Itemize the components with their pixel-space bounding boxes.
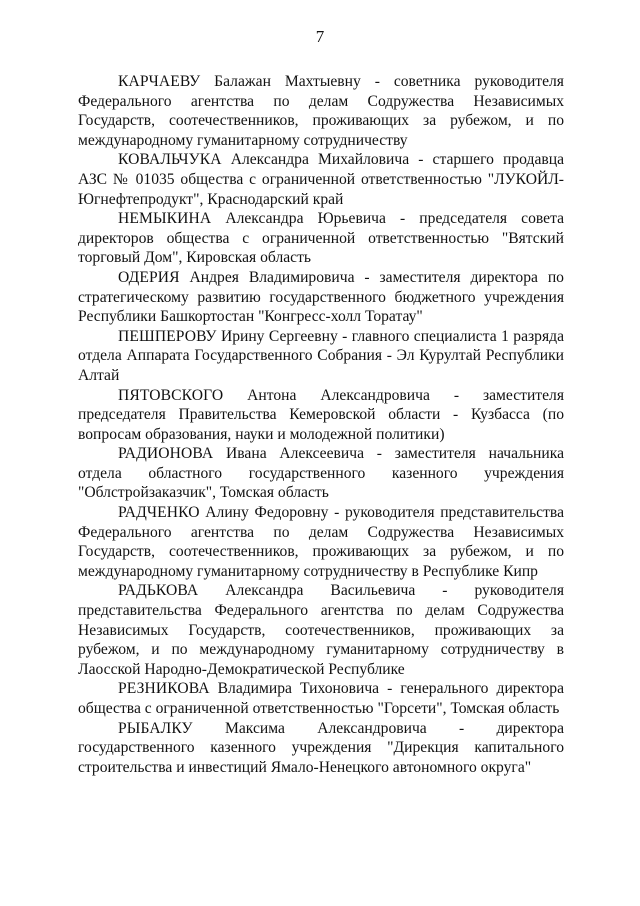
entry-surname: РАДЧЕНКО bbox=[118, 504, 200, 522]
list-item bbox=[78, 268, 564, 327]
entry-text: Александра Юрьевича - председателя совета директоров общества с ограниченной ответственностью "Вятский торговый Дом", Кировская область bbox=[78, 210, 564, 267]
entry-surname: РАДИОНОВА bbox=[118, 445, 214, 463]
entry-surname: НЕМЫКИНА bbox=[118, 210, 212, 228]
award-list bbox=[78, 72, 564, 777]
entry-text: Андрея Владимировича - заместителя директора по стратегическому развитию государственного бюджетного учреждения Республики Башкортостан "Конгресс-холл Торатау" bbox=[78, 268, 564, 326]
entry-surname: КОВАЛЬЧУКА bbox=[118, 151, 222, 169]
entry-surname: РЕЗНИКОВА bbox=[118, 680, 210, 698]
entry-text: Ивана Алексеевича - заместителя начальника отдела областного государственного казенного учреждения "Облстройзаказчик", Томская область bbox=[78, 445, 565, 502]
list-item bbox=[78, 209, 564, 268]
entry-surname: КАРЧАЕВУ bbox=[118, 73, 201, 90]
list-item bbox=[78, 444, 564, 503]
entry-text: Максима Александровича - директора государственного казенного учреждения "Дирекция капитального строительства и инвестиций Ямало-Ненецкого автономного округа" bbox=[78, 719, 564, 776]
entry-text: Владимира Тихоновича - генерального директора общества с ограниченной ответственностью "Горсети", Томская область bbox=[78, 680, 565, 717]
entry-text: Александра Михайловича - старшего продавца АЗС № 01035 общества с ограниченной ответственностью "ЛУКОЙЛ-Югнефтепродукт", Краснодарский край bbox=[78, 151, 564, 208]
list-item bbox=[78, 581, 564, 679]
list-item bbox=[78, 72, 564, 150]
entry-surname: ПЯТОВСКОГО bbox=[118, 386, 224, 404]
entry-text: Александра Васильевича - руководителя представительства Федерального агентства по делам Содружества Независимых Государств, соотечественников, проживающих за рубежом, и по международному гуманитарному сотрудничеству в Лаосской Народно-Демократической Республике bbox=[78, 582, 564, 678]
entry-text: Балажан Махтыевну - советника руководителя Федерального агентства по делам Содружества Независимых Государств, соотечественников, проживающих за рубежом, и по международному гуманитарному сотрудничеству bbox=[78, 73, 564, 149]
entry-surname: РАДЬКОВА bbox=[118, 582, 199, 600]
entry-surname: РЫБАЛКУ bbox=[118, 719, 193, 737]
list-item bbox=[78, 150, 564, 209]
list-item bbox=[78, 327, 564, 386]
entry-text: Алину Федоровну - руководителя представительства Федерального агентства по делам Содружества Независимых Государств, соотечественников, проживающих за рубежом, и по международному гуманитарному сотрудничеству в Республике Кипр bbox=[78, 504, 564, 580]
entry-text: Ирину Сергеевну - главного специалиста 1 разряда отдела Аппарата Государственного Собрания - Эл Курултай Республики Алтай bbox=[78, 327, 564, 384]
entry-surname: ОДЕРИЯ bbox=[118, 268, 180, 286]
list-item bbox=[78, 386, 564, 445]
list-item bbox=[78, 503, 564, 581]
entry-surname: ПЕШПЕРОВУ bbox=[118, 327, 217, 345]
list-item bbox=[78, 719, 564, 778]
list-item bbox=[78, 679, 564, 718]
entry-text: Антона Александровича - заместителя председателя Правительства Кемеровской области - Кузбасса (по вопросам образования, науки и молодежной политики) bbox=[78, 386, 564, 443]
page-number: 7 bbox=[315, 27, 325, 46]
